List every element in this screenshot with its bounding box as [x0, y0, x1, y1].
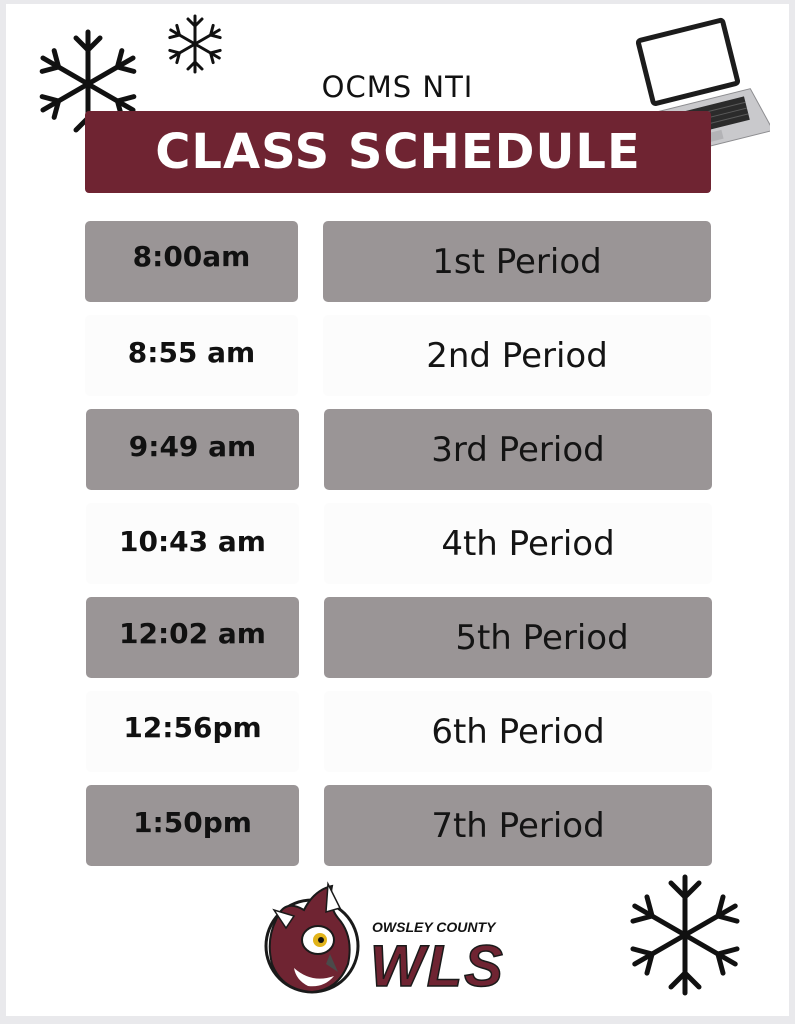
- period-cell: [323, 315, 711, 396]
- period-text: 4th Period: [441, 523, 615, 564]
- time-text: 10:43 am: [119, 525, 266, 558]
- time-cell: [86, 691, 299, 772]
- period-cell: [324, 691, 712, 772]
- owl-mascot-icon: [266, 884, 358, 992]
- period-cell: [324, 503, 712, 584]
- time-cell: [85, 315, 298, 396]
- time-cell: [86, 503, 299, 584]
- time-cell: [86, 409, 299, 490]
- time-text: 8:00am: [132, 240, 251, 273]
- time-cell: [85, 221, 298, 302]
- period-text: 5th Period: [455, 617, 629, 658]
- period-cell: [324, 409, 712, 490]
- period-text: 2nd Period: [426, 335, 608, 376]
- time-cell: [86, 597, 299, 678]
- period-text: 1st Period: [432, 241, 602, 282]
- time-text: 1:50pm: [133, 806, 252, 839]
- period-cell: [324, 597, 712, 678]
- title-banner: [85, 111, 711, 193]
- time-text: 9:49 am: [128, 430, 257, 463]
- owsley-county-owls-logo: [264, 880, 564, 1004]
- period-cell: [324, 785, 712, 866]
- period-text: 6th Period: [431, 711, 605, 752]
- time-text: 8:55 am: [127, 336, 256, 369]
- page-title: CLASS SCHEDULE: [155, 124, 641, 180]
- logo-main-text: WLS: [370, 934, 505, 999]
- logo-top-text: OWSLEY COUNTY: [372, 919, 496, 935]
- period-text: 3rd Period: [431, 429, 605, 470]
- time-cell: [86, 785, 299, 866]
- page-subtitle: OCMS NTI: [321, 70, 474, 104]
- time-text: 12:56pm: [123, 711, 262, 744]
- snowflake-icon: [616, 872, 754, 998]
- snowflake-icon: [166, 12, 224, 76]
- time-text: 12:02 am: [119, 617, 266, 650]
- period-text: 7th Period: [431, 805, 605, 846]
- period-cell: [323, 221, 711, 302]
